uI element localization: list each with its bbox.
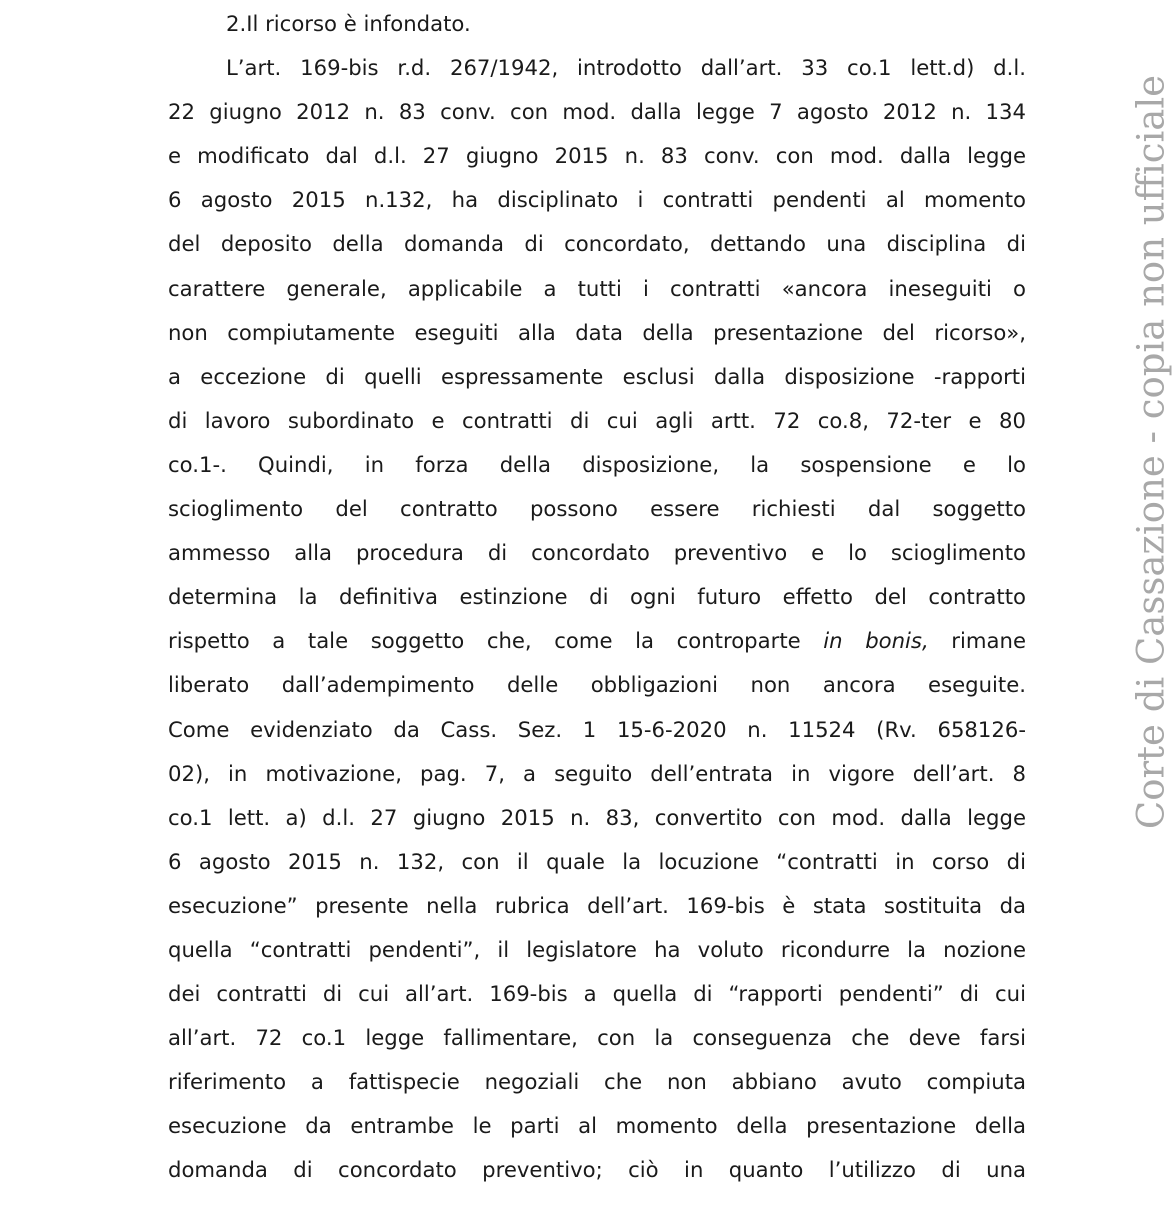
text-line: ammesso alla procedura di concordato preventivo e lo scioglimento: [168, 540, 1026, 566]
text-line: quella “contratti pendenti”, il legislatore ha voluto ricondurre la nozione: [168, 936, 1026, 962]
text-line: [168, 619, 1026, 663]
section-heading: 2.Il ricorso è infondato.: [226, 11, 471, 36]
text-line: del deposito della domanda di concordato, dettando una disciplina di: [168, 231, 1026, 257]
text-line: co.1-. Quindi, in forza della disposizione, la sospensione e lo: [168, 451, 1026, 477]
text-line: dei contratti di cui all’art. 169-bis a quella di “rapporti pendenti” di cui: [168, 981, 1026, 1007]
text-line: di lavoro subordinato e contratti di cui agli artt. 72 co.8, 72-ter e 80: [168, 407, 1026, 433]
text-segment: rispetto a tale soggetto che, come la controparte: [168, 628, 824, 654]
text-line: 6 agosto 2015 n. 132, con il quale la locuzione “contratti in corso di: [168, 848, 1026, 874]
text-line: 6 agosto 2015 n.132, ha disciplinato i contratti pendenti al momento: [168, 187, 1026, 213]
text-line: liberato dall’adempimento delle obbligazioni non ancora eseguite.: [168, 672, 1026, 698]
text-segment: rimane: [928, 628, 1026, 654]
document-body: [168, 2, 1026, 1193]
text-line: 02), in motivazione, pag. 7, a seguito dell’entrata in vigore dell’art. 8: [168, 760, 1026, 786]
text-line: all’art. 72 co.1 legge fallimentare, con la conseguenza che deve farsi: [168, 1025, 1026, 1051]
text-line: Come evidenziato da Cass. Sez. 1 15-6-2020 n. 11524 (Rv. 658126-: [168, 716, 1026, 742]
text-line: scioglimento del contratto possono essere richiesti dal soggetto: [168, 496, 1026, 522]
watermark: [1126, 74, 1174, 830]
text-line: domanda di concordato preventivo; ciò in quanto l’utilizzo di una: [168, 1157, 1026, 1183]
text-line: carattere generale, applicabile a tutti i contratti «ancora ineseguiti o: [168, 275, 1026, 301]
text-line: a eccezione di quelli espressamente esclusi dalla disposizione -rapporti: [168, 363, 1026, 389]
text-line: non compiutamente eseguiti alla data della presentazione del ricorso»,: [168, 319, 1026, 345]
text-line: L’art. 169-bis r.d. 267/1942, introdotto dall’art. 33 co.1 lett.d) d.l.: [226, 55, 1026, 81]
text-line: esecuzione” presente nella rubrica dell’art. 169-bis è stata sostituita da: [168, 892, 1026, 918]
text-line: e modificato dal d.l. 27 giugno 2015 n. 83 conv. con mod. dalla legge: [168, 143, 1026, 169]
text-line: determina la definitiva estinzione di ogni futuro effetto del contratto: [168, 584, 1026, 610]
watermark-text: Corte di Cassazione - copia non ufficiale: [1129, 74, 1173, 830]
text-line: co.1 lett. a) d.l. 27 giugno 2015 n. 83, convertito con mod. dalla legge: [168, 804, 1026, 830]
paragraph: [168, 46, 1026, 1192]
italic-term: in bonis,: [823, 628, 929, 654]
text-line: riferimento a fattispecie negoziali che non abbiano avuto compiuta: [168, 1069, 1026, 1095]
text-line: esecuzione da entrambe le parti al momento della presentazione della: [168, 1113, 1026, 1139]
text-line: 22 giugno 2012 n. 83 conv. con mod. dalla legge 7 agosto 2012 n. 134: [168, 99, 1026, 125]
